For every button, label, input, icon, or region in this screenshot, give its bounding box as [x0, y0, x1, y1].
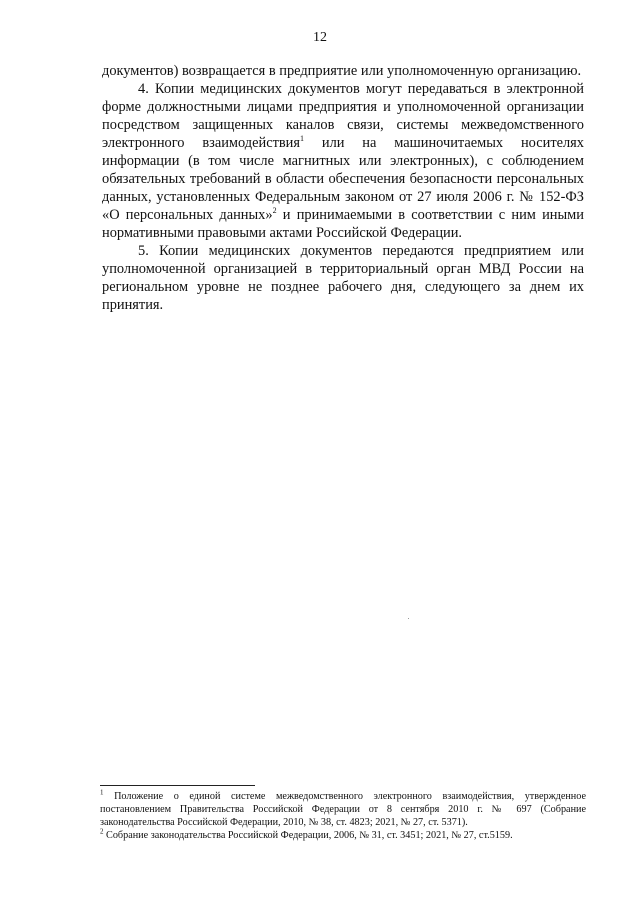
footnote-ref-1: 1 — [300, 134, 304, 144]
footnote-mark: 2 — [100, 827, 104, 836]
paragraph-item-5: 5. Копии медицинских документов передаются предприятием или уполномоченной организацией в территориальный орган МВД России на региональном уровне не позднее рабочего дня, следующего за днем их принятия. — [102, 243, 584, 313]
footnote-2 — [100, 829, 586, 842]
footnote-separator — [100, 785, 255, 786]
footnote-ref-2: 2 — [272, 206, 277, 216]
paragraph-item-4 — [102, 80, 584, 242]
scan-speck — [408, 618, 409, 619]
paragraph-continuation: документов) возвращается в предприятие или уполномоченную организацию. — [102, 63, 582, 79]
footnote-1 — [100, 790, 586, 829]
paragraph-text: или на машиночитаемых носителях информации (в том числе магнитных или электронных), с соблюдением обязательных требований в области обеспечения безопасности персональных данных, установленных Федеральным законом от 27 июля 2006 г. № 152-ФЗ «О персональных данных» — [102, 135, 584, 223]
footnote-mark: 1 — [100, 788, 104, 797]
footnotes — [100, 790, 586, 842]
document-body — [102, 62, 584, 314]
page-number: 12 — [313, 30, 327, 45]
paragraph-text: и принимаемыми в соответствии с ним иными нормативными правовыми актами Российской Федерации. — [102, 207, 584, 241]
paragraph-text: 4. Копии медицинских документов могут передаваться в электронной форме должностными лицами предприятия и уполномоченной организации посредством защищенных каналов связи, системы межведомственного электронного взаимодействия — [102, 81, 584, 151]
footnote-text: Положение о единой системе межведомственного электронного взаимодействия, утвержденное постановлением Правительства Российской Федерации от 8 сентября 2010 г. № 697 (Собрание законодательства Российской Федерации, 2010, № 38, ст. 4823; 2021, № 27, ст. 5371). — [100, 791, 586, 828]
footnote-text: Собрание законодательства Российской Федерации, 2006, № 31, ст. 3451; 2021, № 27, ст.5159. — [103, 830, 513, 841]
